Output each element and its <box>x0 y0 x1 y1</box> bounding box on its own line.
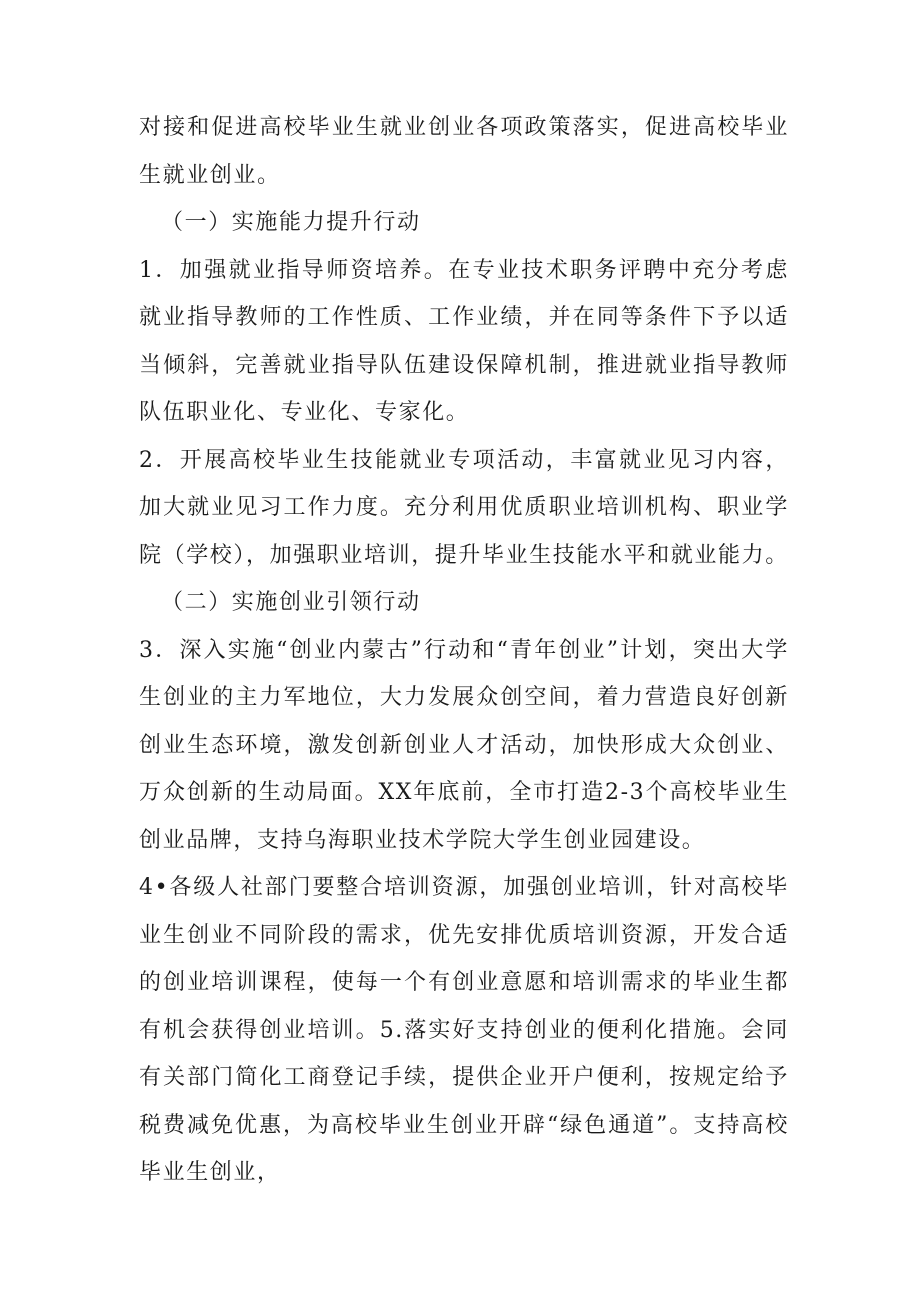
paragraph-item-2: 2．开展高校毕业生技能就业专项活动，丰富就业见习内容，加大就业见习工作力度。充分利用优质职业培训机构、职业学院（学校），加强职业培训，提升毕业生技能水平和就业能力。 <box>139 447 789 568</box>
section-heading-entrepreneurship: （二）实施创业引领行动 <box>161 590 421 615</box>
paragraph-item-3: 3．深入实施“创业内蒙古”行动和“青年创业”计划，突出大学生创业的主力军地位，大力发展众创空间，着力营造良好创新创业生态环境，激发创新创业人才活动，加快形成大众创业、万众创新的生动局面。XX年底前，全市打造2-3个高校毕业生创业品牌，支持乌海职业技术学院大学生创业园建设。 <box>139 637 789 853</box>
paragraph-item-1: 1．加强就业指导师资培养。在专业技术职务评聘中充分考虑就业指导教师的工作性质、工作业绩，并在同等条件下予以适当倾斜，完善就业指导队伍建设保障机制，推进就业指导教师队伍职业化、专业化、专家化。 <box>139 257 789 425</box>
paragraph-item-4-5: 4•各级人社部门要整合培训资源，加强创业培训，针对高校毕业生创业不同阶段的需求，优先安排优质培训资源，开发合适的创业培训课程，使每一个有创业意愿和培训需求的毕业生都有机会获得创业培训。5.落实好支持创业的便利化措施。会同有关部门简化工商登记手续，提供企业开户便利，按规定给予税费减免优惠，为高校毕业生创业开辟“绿色通道”。支持高校毕业生创业， <box>139 875 789 1185</box>
document-body <box>139 104 789 1197</box>
paragraph-intro: 对接和促进高校毕业生就业创业各项政策落实，促进高校毕业生就业创业。 <box>139 115 789 188</box>
section-heading-capability: （一）实施能力提升行动 <box>161 210 421 235</box>
